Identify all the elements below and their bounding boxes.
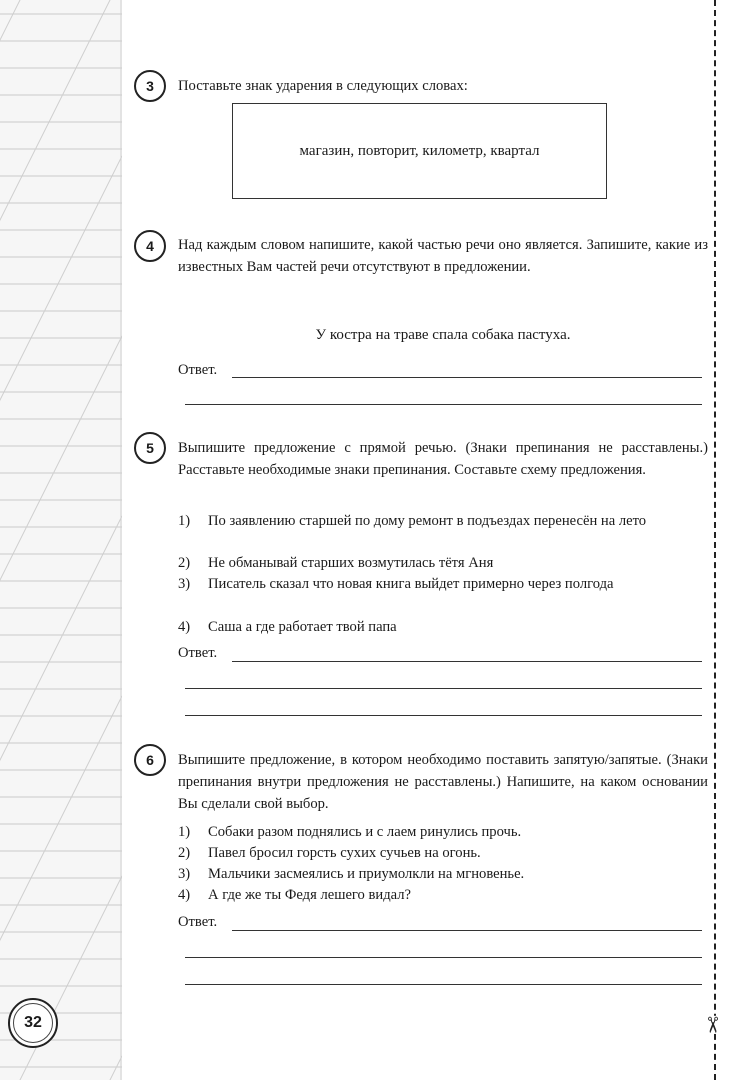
ruled-margin-lines: [0, 0, 122, 1080]
option-number: 2): [178, 845, 191, 861]
task-6-instruction: Выпишите предложение, в котором необходимо поставить запятую/запятые. (Знаки препинания внутри предложения не расставлены.) Напишите, на каком основании Вы сделали свой выбор.: [178, 752, 708, 812]
task-5-answer-line-3[interactable]: [185, 715, 702, 716]
task-4-answer-line-1[interactable]: [232, 377, 702, 378]
task-6-answer-label: Ответ.: [178, 914, 218, 930]
task-4-sentence: У костра на траве спала собака пастуха.: [315, 327, 571, 343]
option-text: Павел бросил горсть сухих сучьев на огонь.: [208, 845, 481, 861]
option-number: 2): [178, 555, 191, 571]
task-4-number: 4: [134, 230, 166, 262]
page-number-ring: [13, 1003, 53, 1043]
option-number: 4): [178, 619, 191, 635]
task-3-word-box: [232, 103, 607, 199]
task-6-option-1: [178, 822, 708, 843]
task-4-answer-line-2[interactable]: [185, 404, 702, 405]
option-number: 1): [178, 513, 191, 529]
task-5-option-3: [178, 574, 708, 595]
task-5-number: 5: [134, 432, 166, 464]
task-6-answer-line-3[interactable]: [185, 984, 702, 985]
option-number: 3): [178, 866, 191, 882]
task-3-number: 3: [134, 70, 166, 102]
task-5-option-2: [178, 553, 708, 574]
task-3-instruction: Поставьте знак ударения в следующих словах:: [178, 78, 468, 94]
task-6-option-3: [178, 864, 708, 885]
task-5-answer-line-2[interactable]: [185, 688, 702, 689]
cut-line: [714, 0, 716, 1080]
option-number: 1): [178, 824, 191, 840]
task-6-option-4: [178, 885, 708, 906]
page-number-badge: [8, 998, 58, 1048]
task-5-instruction: Выпишите предложение с прямой речью. (Знаки препинания не расставлены.) Расставьте необходимые знаки препинания. Составьте схему предложения.: [178, 440, 708, 478]
page-number: 32: [24, 1014, 42, 1031]
scissors-icon: ✂: [699, 1015, 725, 1035]
option-text: Не обманывай старших возмутилась тётя Аня: [208, 555, 494, 571]
task-5-option-4: [178, 617, 708, 638]
task-4-instruction: Над каждым словом напишите, какой частью речи оно является. Запишите, какие из известных Вам частей речи отсутствуют в предложении.: [178, 237, 708, 275]
option-text: А где же ты Федя лешего видал?: [208, 887, 411, 903]
option-text: Писатель сказал что новая книга выйдет примерно через полгода: [208, 576, 614, 592]
task-5-answer-label: Ответ.: [178, 645, 218, 661]
option-text: Собаки разом поднялись и с лаем ринулись прочь.: [208, 824, 522, 840]
option-text: Саша а где работает твой папа: [208, 619, 397, 635]
task-5-option-1: [178, 511, 708, 532]
task-6-number: 6: [134, 744, 166, 776]
ruled-margin: [0, 0, 122, 1080]
task-3-words: магазин, повторит, километр, квартал: [299, 142, 540, 159]
option-text: По заявлению старшей по дому ремонт в подъездах перенесён на лето: [208, 513, 647, 529]
task-4-answer-label: Ответ.: [178, 362, 218, 378]
task-6-answer-line-2[interactable]: [185, 957, 702, 958]
task-5-answer-line-1[interactable]: [232, 661, 702, 662]
option-number: 4): [178, 887, 191, 903]
option-text: Мальчики засмеялись и приумолкли на мгновенье.: [208, 866, 525, 882]
task-6-option-2: [178, 843, 708, 864]
task-6-answer-line-1[interactable]: [232, 930, 702, 931]
option-number: 3): [178, 576, 191, 592]
